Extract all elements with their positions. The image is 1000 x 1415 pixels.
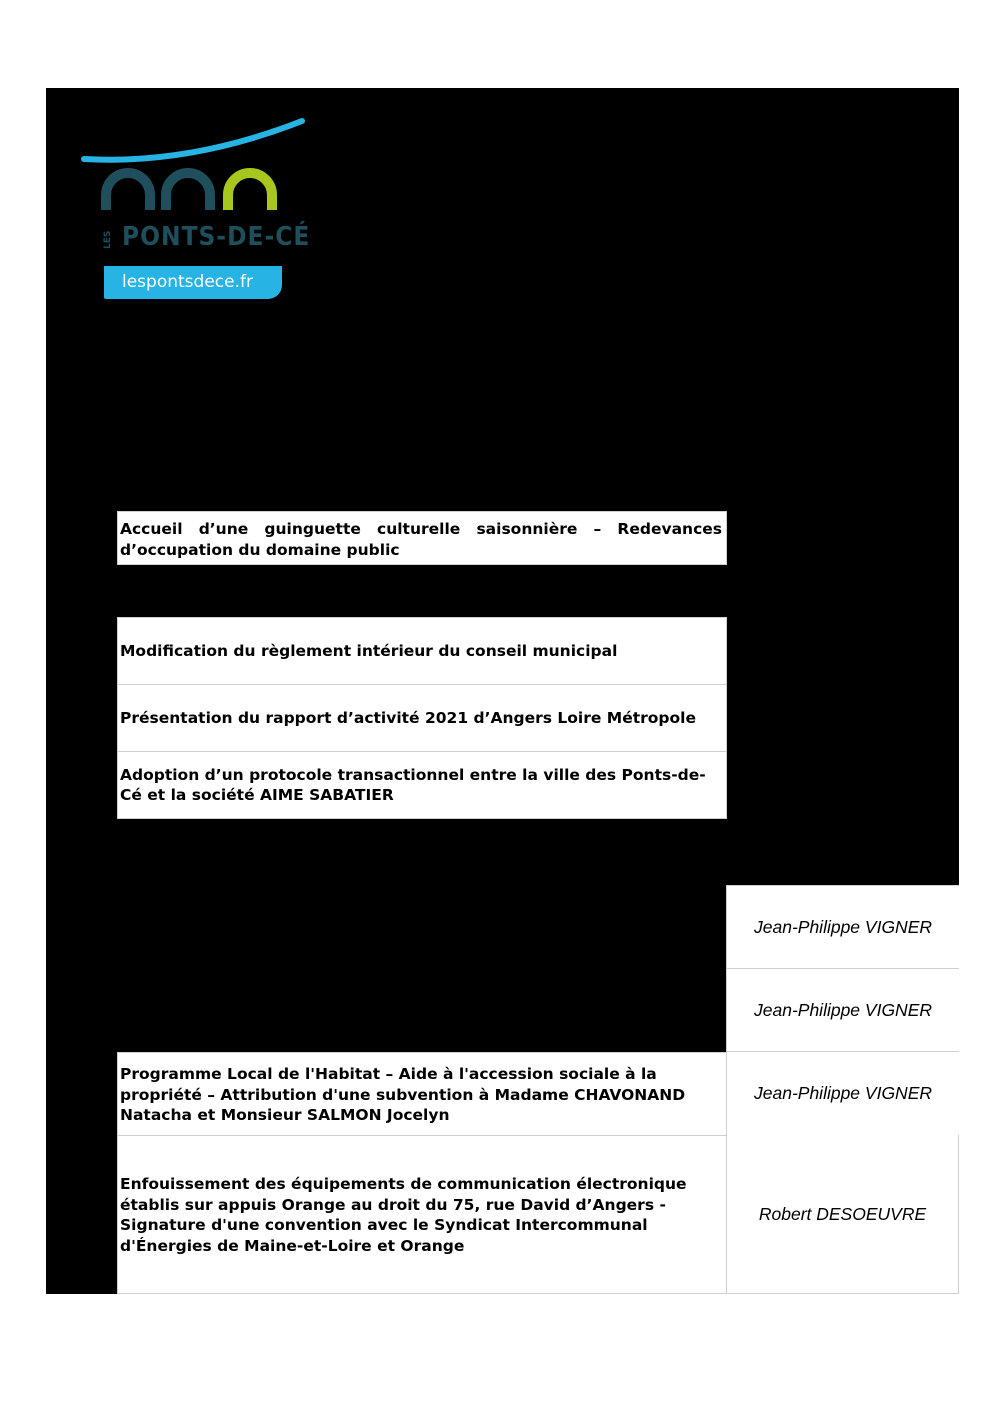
logo-les-text: LES xyxy=(103,230,113,249)
rapporteur-name: Jean-Philippe VIGNER xyxy=(754,916,932,937)
logo-name-text: PONTS-DE-CÉ xyxy=(122,222,311,252)
agenda-item-enfouissement: Enfouissement des équipements de communication électronique établis sur appuis Orange au droit du 75, rue David d’Angers - Signature d'une convention avec le Syndicat Intercommunal d'Énergies de Maine-et-Loire et Orange xyxy=(120,1175,687,1255)
agenda-box-enfouissement xyxy=(117,1135,727,1294)
agenda-item-reglement: Modification du règlement intérieur du conseil municipal xyxy=(120,641,618,660)
rapporteur-name: Jean-Philippe VIGNER xyxy=(754,1083,932,1103)
agenda-item-rapport: Présentation du rapport d’activité 2021 d’Angers Loire Métropole xyxy=(120,708,696,727)
logo-url-text: lespontsdece.fr xyxy=(122,272,253,292)
agenda-box-group xyxy=(117,617,727,819)
agenda-item-protocole: Adoption d’un protocole transactionnel entre la ville des Ponts-de-Cé et la société AIME SABATIER xyxy=(120,765,706,804)
agenda-row-rapport xyxy=(118,685,726,752)
rapporteur-cell-4 xyxy=(726,1135,959,1294)
rapporteur-name: Jean-Philippe VIGNER xyxy=(754,999,932,1020)
rapporteur-name: Robert DESOEUVRE xyxy=(758,1203,927,1224)
rapporteur-cell-2 xyxy=(726,969,959,1052)
agenda-box-guinguette xyxy=(117,511,727,565)
agenda-row-protocole xyxy=(118,752,726,818)
agenda-row-reglement xyxy=(118,618,726,685)
agenda-box-plh xyxy=(117,1052,727,1136)
agenda-item-plh: Programme Local de l'Habitat – Aide à l'accession sociale à la propriété – Attribution d'une subvention à Madame CHAVONAND Natacha et Monsieur SALMON Jocelyn xyxy=(120,1065,686,1124)
rapporteur-cell-1 xyxy=(726,885,959,969)
agenda-item-guinguette: Accueil d’une guinguette culturelle saisonnière – Redevances d’occupation du domaine public xyxy=(120,520,722,559)
rapporteur-cell-3 xyxy=(726,1052,959,1136)
